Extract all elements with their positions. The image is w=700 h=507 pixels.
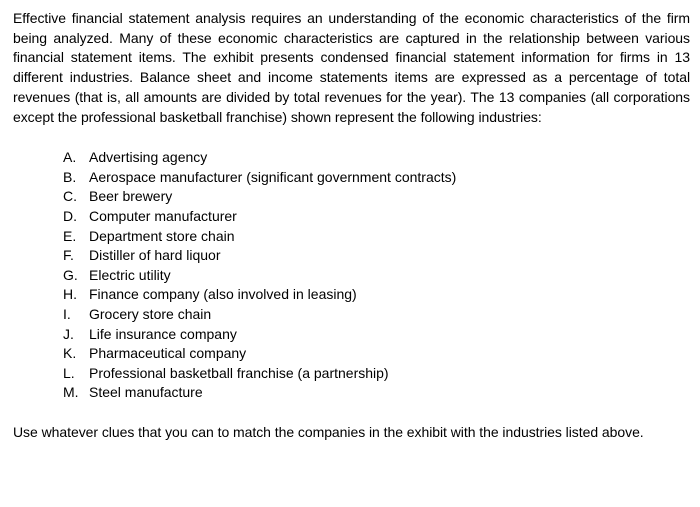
list-item <box>63 383 690 403</box>
item-letter: A. <box>63 149 77 166</box>
item-text: Steel manufacture <box>89 384 203 401</box>
item-letter: E. <box>63 227 77 244</box>
item-letter: G. <box>63 266 78 283</box>
list-item <box>63 246 690 266</box>
item-text: Finance company (also involved in leasing) <box>89 286 357 303</box>
item-letter: I. <box>63 305 71 322</box>
item-letter: J. <box>63 325 74 342</box>
list-item <box>63 148 690 168</box>
list-item <box>63 207 690 227</box>
item-letter: F. <box>63 247 74 264</box>
item-letter: B. <box>63 168 77 185</box>
item-letter: K. <box>63 345 77 362</box>
item-letter: C. <box>63 188 77 205</box>
item-text: Electric utility <box>89 266 171 283</box>
item-text: Pharmaceutical company <box>89 345 247 362</box>
item-text: Grocery store chain <box>89 305 212 322</box>
intro-paragraph: Effective financial statement analysis requires an understanding of the economic characteristics of the firm being analyzed. Many of these economic characteristics are captured in the relationship between various financial statement items. The exhibit presents condensed financial statement information for firms in 13 different industries. Balance sheet and income statements items are expressed as a percentage of total revenues (that is, all amounts are divided by total revenues for the year). The 13 companies (all corporations except the professional basketball franchise) shown represent the following industries: <box>13 10 690 125</box>
item-letter: M. <box>63 384 79 401</box>
list-item <box>63 305 690 325</box>
item-letter: H. <box>63 286 77 303</box>
item-text: Distiller of hard liquor <box>89 247 221 264</box>
list-item <box>63 168 690 188</box>
list-item <box>63 187 690 207</box>
list-item <box>63 344 690 364</box>
item-text: Department store chain <box>89 227 235 244</box>
item-letter: L. <box>63 364 75 381</box>
item-text: Life insurance company <box>89 325 237 342</box>
industry-list <box>13 148 690 403</box>
closing-paragraph: Use whatever clues that you can to match the companies in the exhibit with the industries listed above. <box>13 423 644 440</box>
item-text: Beer brewery <box>89 188 173 205</box>
item-text: Professional basketball franchise (a partnership) <box>89 364 389 381</box>
list-item <box>63 364 690 384</box>
list-item <box>63 266 690 286</box>
item-letter: D. <box>63 208 77 224</box>
item-text: Computer manufacturer <box>89 208 237 224</box>
list-item <box>63 325 690 345</box>
item-text: Advertising agency <box>89 149 208 166</box>
item-text: Aerospace manufacturer (significant government contracts) <box>89 168 457 185</box>
list-item <box>63 227 690 247</box>
list-item <box>63 285 690 305</box>
